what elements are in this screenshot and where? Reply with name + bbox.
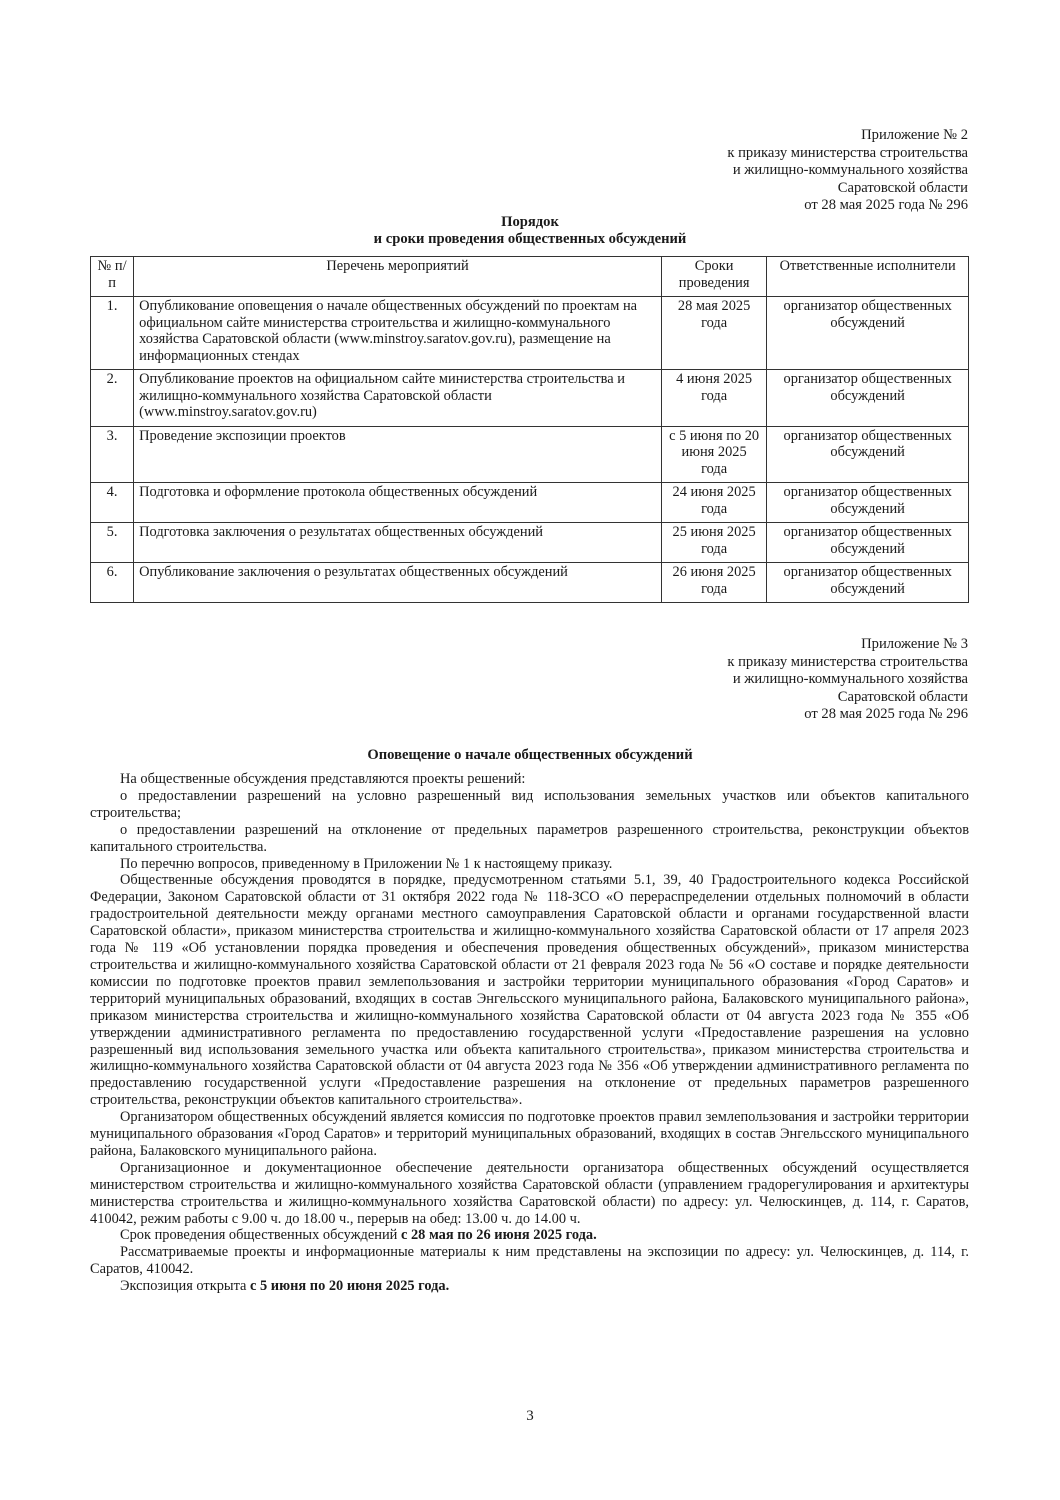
table-row [91,426,969,483]
discussion-period-dates: с 28 мая по 26 июня 2025 года. [400,1227,597,1244]
appendix-3-line: и жилищно-коммунального хозяйства [732,671,968,688]
appendix-3-date: от 28 мая 2025 года № 296 [804,706,968,723]
schedule-table [90,256,969,603]
order-title-line1: Порядок [501,214,559,230]
notice-paragraph: По перечню вопросов, приведенному в Приложении № 1 к настоящему приказу. [120,855,613,872]
notice-paragraph: На общественные обсуждения представляются проекты решений: [120,771,526,787]
appendix-2-line: к приказу министерства строительства [727,144,968,161]
appendix-3-title: Приложение № 3 [861,636,968,652]
notice-title: Оповещение о начале общественных обсуждений [367,747,693,763]
table-row [91,297,969,370]
page-number: 3 [526,1408,534,1424]
appendix-3-header [727,636,968,724]
row-responsible: организатор общественных обсуждений [767,563,969,603]
order-title [90,214,970,248]
appendix-2-header [727,127,968,215]
row-num: 4. [91,483,134,523]
row-responsible: организатор общественных обсуждений [767,523,969,563]
appendix-2-line: и жилищно-коммунального хозяйства [732,162,968,179]
row-responsible: организатор общественных обсуждений [767,483,969,523]
row-dates: с 5 июня по 20 июня 2025 года [661,426,766,483]
appendix-3-line: к приказу министерства строительства [727,653,968,670]
header-responsible: Ответственные исполнители [767,257,969,297]
exposition-period-dates: с 5 июня по 20 июня 2025 года. [250,1278,450,1295]
table-row [91,523,969,563]
row-dates: 26 июня 2025 года [661,563,766,603]
row-num: 5. [91,523,134,563]
row-responsible: организатор общественных обсуждений [767,426,969,483]
notice-paragraph: о предоставлении разрешений на отклонение от предельных параметров разрешенного строительства, реконструкции объектов капитального строительства. [90,821,969,855]
row-num: 1. [91,297,134,370]
row-num: 3. [91,426,134,483]
exposition-period-label: Экспозиция открыта [120,1278,251,1295]
row-activity: Опубликование заключения о результатах общественных обсуждений [134,563,662,603]
row-dates: 4 июня 2025 года [661,370,766,427]
row-dates: 25 июня 2025 года [661,523,766,563]
exposition-period-paragraph [90,1278,969,1295]
order-title-line2: и сроки проведения общественных обсуждений [373,231,687,247]
appendix-2-title: Приложение № 2 [861,127,968,143]
notice-paragraph: Общественные обсуждения проводятся в порядке, предусмотренном статьями 5.1, 39, 40 Градостроительного кодекса Российской Федерации, Законом Саратовской области от 31 октября 2022 года № 118-ЗСО «О перераспределении отдельных полномочий в области градостроительной деятельности между органами местного самоуправления Саратовской области и органами государственной власти Саратовской области», приказом министерства строительства и жилищно-коммунального хозяйства Саратовской области от 17 апреля 2023 года № 119 «Об установлении порядка проведения и обеспечения проведения общественных обсуждений», приказом министерства строительства и жилищно-коммунального хозяйства Саратовской области от 21 февраля 2023 года № 56 «О составе и порядке деятельности комиссии по подготовке проектов правил землепользования и застройки территории муниципального образования «Город Саратов» и территорий муниципальных образований, входящих в состав Энгельсского муниципального района, Балаковского муниципального района», приказом министерства строительства и жилищно-коммунального хозяйства Саратовской области от 04 августа 2023 года № 355 «Об утверждении административного регламента по предоставлению государственной услуги «Предоставление разрешения на условно разрешенный вид использования земельного участка или объекта капитального строительства», приказом министерства строительства и жилищно-коммунального хозяйства Саратовской области от 04 августа 2023 года № 356 «Об утверждении административного регламента по предоставлению государственной услуги «Предоставление разрешения на отклонение от предельных параметров разрешенного строительства, реконструкции объектов капитального строительства». [90,872,969,1109]
row-activity: Опубликование проектов на официальном сайте министерства строительства и жилищно-коммунального хозяйства Саратовской области (www.minstroy.saratov.gov.ru) [134,370,662,427]
discussion-period-label: Срок проведения общественных обсуждений [120,1227,401,1244]
table-row [91,483,969,523]
row-activity: Опубликование оповещения о начале общественных обсуждений по проектам на официальном сайте министерства строительства и жилищно-коммунального хозяйства Саратовской области (www.minstroy.saratov.gov.ru), размещение на информационных стендах [134,297,662,370]
row-responsible: организатор общественных обсуждений [767,297,969,370]
header-activity: Перечень мероприятий [134,257,662,297]
header-dates: Сроки проведения [661,257,766,297]
row-num: 6. [91,563,134,603]
row-activity: Подготовка и оформление протокола общественных обсуждений [134,483,662,523]
notice-paragraph: Организационное и документационное обеспечение деятельности организатора общественных обсуждений осуществляется министерством строительства и жилищно-коммунального хозяйства Саратовской области (управлением градорегулирования и архитектуры министерства строительства и жилищно-коммунального хозяйства Саратовской области) по адресу: ул. Челюскинцев, д. 114, г. Саратов, 410042, режим работы с 9.00 ч. до 18.00 ч., перерыв на обед: 13.00 ч. до 14.00 ч. [90,1159,969,1227]
row-activity: Проведение экспозиции проектов [134,426,662,483]
notice-paragraph: Рассматриваемые проекты и информационные материалы к ним представлены на экспозиции по адресу: ул. Челюскинцев, д. 114, г. Саратов, 410042. [90,1244,969,1278]
appendix-3-line: Саратовской области [837,688,968,705]
header-num: № п/п [91,257,134,297]
row-dates: 24 июня 2025 года [661,483,766,523]
appendix-2-date: от 28 мая 2025 года № 296 [804,197,968,214]
row-num: 2. [91,370,134,427]
table-row [91,370,969,427]
notice-paragraph: Организатором общественных обсуждений является комиссия по подготовке проектов правил землепользования и застройки территории муниципального образования «Город Саратов» и территорий муниципальных образований, входящих в состав Энгельсского муниципального района, Балаковского муниципального района. [90,1109,969,1159]
notice-body [90,771,969,1295]
appendix-2-line: Саратовской области [837,179,968,196]
row-activity: Подготовка заключения о результатах общественных обсуждений [134,523,662,563]
table-row [91,563,969,603]
table-header-row [91,257,969,297]
row-dates: 28 мая 2025 года [661,297,766,370]
discussion-period-paragraph [90,1227,969,1244]
notice-paragraph: о предоставлении разрешений на условно разрешенный вид использования земельных участков или объектов капитального строительства; [90,787,969,821]
row-responsible: организатор общественных обсуждений [767,370,969,427]
